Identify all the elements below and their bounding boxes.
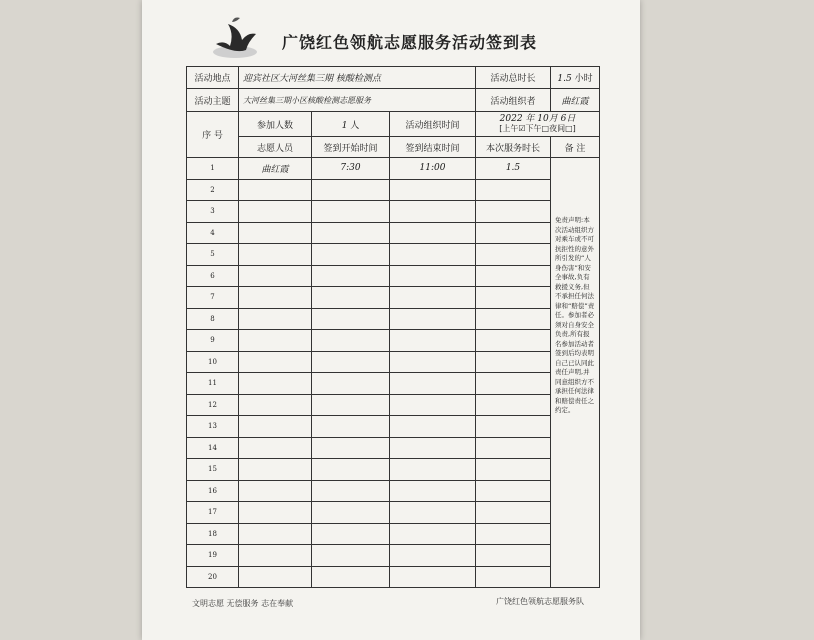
- service-hours: [476, 330, 551, 352]
- service-hours: [476, 265, 551, 287]
- volunteer-name: [239, 179, 312, 201]
- row-number: 20: [187, 566, 239, 588]
- start-time: [312, 523, 390, 545]
- table-row: [187, 201, 600, 223]
- end-time: [390, 459, 476, 481]
- service-hours: [476, 437, 551, 459]
- volunteer-name: [239, 416, 312, 438]
- table-row: [187, 523, 600, 545]
- table-row: [187, 308, 600, 330]
- start-time: [312, 437, 390, 459]
- start-time: [312, 416, 390, 438]
- end-time: [390, 566, 476, 588]
- start-time: [312, 351, 390, 373]
- start-time: [312, 308, 390, 330]
- row-number: 10: [187, 351, 239, 373]
- table-row: [187, 502, 600, 524]
- table-row: [187, 244, 600, 266]
- service-hours: [476, 244, 551, 266]
- service-hours: [476, 502, 551, 524]
- service-hours: [476, 351, 551, 373]
- start-time: [312, 330, 390, 352]
- row-number: 17: [187, 502, 239, 524]
- row-number: 19: [187, 545, 239, 567]
- org-time-cell: [476, 112, 600, 137]
- row-number: 15: [187, 459, 239, 481]
- end-time: [390, 545, 476, 567]
- row-number: 11: [187, 373, 239, 395]
- end-time: [390, 265, 476, 287]
- location-value: 迎宾社区大河丝集三期 核酸检测点: [239, 67, 476, 89]
- end-time: [390, 523, 476, 545]
- volunteer-name: [239, 287, 312, 309]
- org-time-label: 活动组织时间: [390, 112, 476, 137]
- row-number: 12: [187, 394, 239, 416]
- table-row: [187, 545, 600, 567]
- volunteer-name: [239, 308, 312, 330]
- theme-value: 大河丝集三期小区核酸检测志愿服务: [239, 89, 476, 112]
- service-hours: [476, 373, 551, 395]
- participants-value: 1: [341, 120, 348, 131]
- start-time: [312, 265, 390, 287]
- start-time: [312, 502, 390, 524]
- table-row: [187, 287, 600, 309]
- service-hours: [476, 566, 551, 588]
- volunteer-header: 志愿人员: [239, 137, 312, 158]
- start-time: [312, 201, 390, 223]
- table-row: [187, 158, 600, 180]
- sign-in-sheet: [142, 0, 640, 640]
- table-row: [187, 351, 600, 373]
- service-hours: [476, 394, 551, 416]
- disclaimer: 免责声明:本次活动组织方对乘车或不可抗拒性的意外所引发的“人身伤害”和安全事故,负有救援义务,但不承担任何法律和“赔偿”责任。参加者必须对自身安全负责,所有报名参加活动者签到后均表明自己已认同此责任声明,并同意组织方不承担任何法律和赔偿责任之约定。: [551, 158, 600, 588]
- table-row: [187, 373, 600, 395]
- start-time: 7:30: [312, 158, 390, 180]
- logo-icon: [210, 14, 260, 60]
- table-row: [187, 566, 600, 588]
- service-hours: [476, 179, 551, 201]
- service-hours-header: 本次服务时长: [476, 137, 551, 158]
- organizer-label: 活动组织者: [476, 89, 551, 112]
- service-hours: [476, 459, 551, 481]
- table-row: [187, 330, 600, 352]
- row-number: 7: [187, 287, 239, 309]
- row-number: 6: [187, 265, 239, 287]
- start-time: [312, 459, 390, 481]
- row-number: 5: [187, 244, 239, 266]
- table-row: [187, 459, 600, 481]
- start-time: [312, 480, 390, 502]
- service-hours: [476, 416, 551, 438]
- sign-in-table: [186, 66, 600, 588]
- end-time: 11:00: [390, 158, 476, 180]
- volunteer-name: 曲红霞: [239, 158, 312, 180]
- service-hours: [476, 308, 551, 330]
- volunteer-name: [239, 222, 312, 244]
- row-number: 1: [187, 158, 239, 180]
- volunteer-name: [239, 373, 312, 395]
- total-hours-label: 活动总时长: [476, 67, 551, 89]
- start-time: [312, 287, 390, 309]
- row-number: 9: [187, 330, 239, 352]
- row-number: 14: [187, 437, 239, 459]
- end-time: [390, 308, 476, 330]
- end-time: [390, 416, 476, 438]
- row-number: 2: [187, 179, 239, 201]
- row-number: 8: [187, 308, 239, 330]
- table-row: [187, 179, 600, 201]
- start-time: [312, 545, 390, 567]
- volunteer-name: [239, 351, 312, 373]
- table-row: [187, 265, 600, 287]
- row-number: 18: [187, 523, 239, 545]
- end-time-header: 签到结束时间: [390, 137, 476, 158]
- end-time: [390, 330, 476, 352]
- volunteer-name: [239, 201, 312, 223]
- volunteer-name: [239, 502, 312, 524]
- participants-unit: 人: [350, 120, 360, 131]
- volunteer-name: [239, 480, 312, 502]
- row-number: 3: [187, 201, 239, 223]
- remarks-header: 备 注: [551, 137, 600, 158]
- start-time: [312, 222, 390, 244]
- activity-date: 2022 年 10月 6日: [499, 114, 576, 124]
- end-time: [390, 437, 476, 459]
- footer-slogan: 文明志愿 无偿服务 志在奉献: [192, 599, 294, 608]
- volunteer-name: [239, 523, 312, 545]
- service-hours: [476, 201, 551, 223]
- organizer-value: 曲红霞: [551, 89, 600, 112]
- theme-label: 活动主题: [187, 89, 239, 112]
- volunteer-name: [239, 330, 312, 352]
- location-label: 活动地点: [187, 67, 239, 89]
- time-options: [上午☑下午□夜间□]: [499, 124, 576, 133]
- service-hours: [476, 222, 551, 244]
- volunteer-name: [239, 394, 312, 416]
- end-time: [390, 351, 476, 373]
- total-hours-value: 1.5: [557, 74, 572, 84]
- end-time: [390, 373, 476, 395]
- volunteer-name: [239, 459, 312, 481]
- service-hours: [476, 545, 551, 567]
- volunteer-name: [239, 244, 312, 266]
- total-hours-cell: [551, 67, 600, 89]
- start-time-header: 签到开始时间: [312, 137, 390, 158]
- start-time: [312, 566, 390, 588]
- hours-unit: 小时: [574, 74, 593, 84]
- end-time: [390, 179, 476, 201]
- service-hours: [476, 523, 551, 545]
- form-title: 广饶红色领航志愿服务活动签到表: [282, 33, 538, 52]
- end-time: [390, 201, 476, 223]
- volunteer-name: [239, 545, 312, 567]
- table-row: [187, 437, 600, 459]
- service-hours: 1.5: [476, 158, 551, 180]
- table-row: [187, 222, 600, 244]
- participants-cell: [312, 112, 390, 137]
- end-time: [390, 502, 476, 524]
- end-time: [390, 480, 476, 502]
- service-hours: [476, 480, 551, 502]
- end-time: [390, 394, 476, 416]
- service-hours: [476, 287, 551, 309]
- row-number: 16: [187, 480, 239, 502]
- volunteer-name: [239, 437, 312, 459]
- start-time: [312, 373, 390, 395]
- table-row: [187, 394, 600, 416]
- start-time: [312, 394, 390, 416]
- end-time: [390, 287, 476, 309]
- footer-team: 广饶红色领航志愿服务队: [496, 597, 584, 606]
- row-number: 4: [187, 222, 239, 244]
- end-time: [390, 222, 476, 244]
- row-number: 13: [187, 416, 239, 438]
- end-time: [390, 244, 476, 266]
- start-time: [312, 244, 390, 266]
- table-row: [187, 480, 600, 502]
- seq-header: 序 号: [187, 112, 239, 158]
- volunteer-name: [239, 566, 312, 588]
- start-time: [312, 179, 390, 201]
- participants-label: 参加人数: [239, 112, 312, 137]
- table-row: [187, 416, 600, 438]
- volunteer-name: [239, 265, 312, 287]
